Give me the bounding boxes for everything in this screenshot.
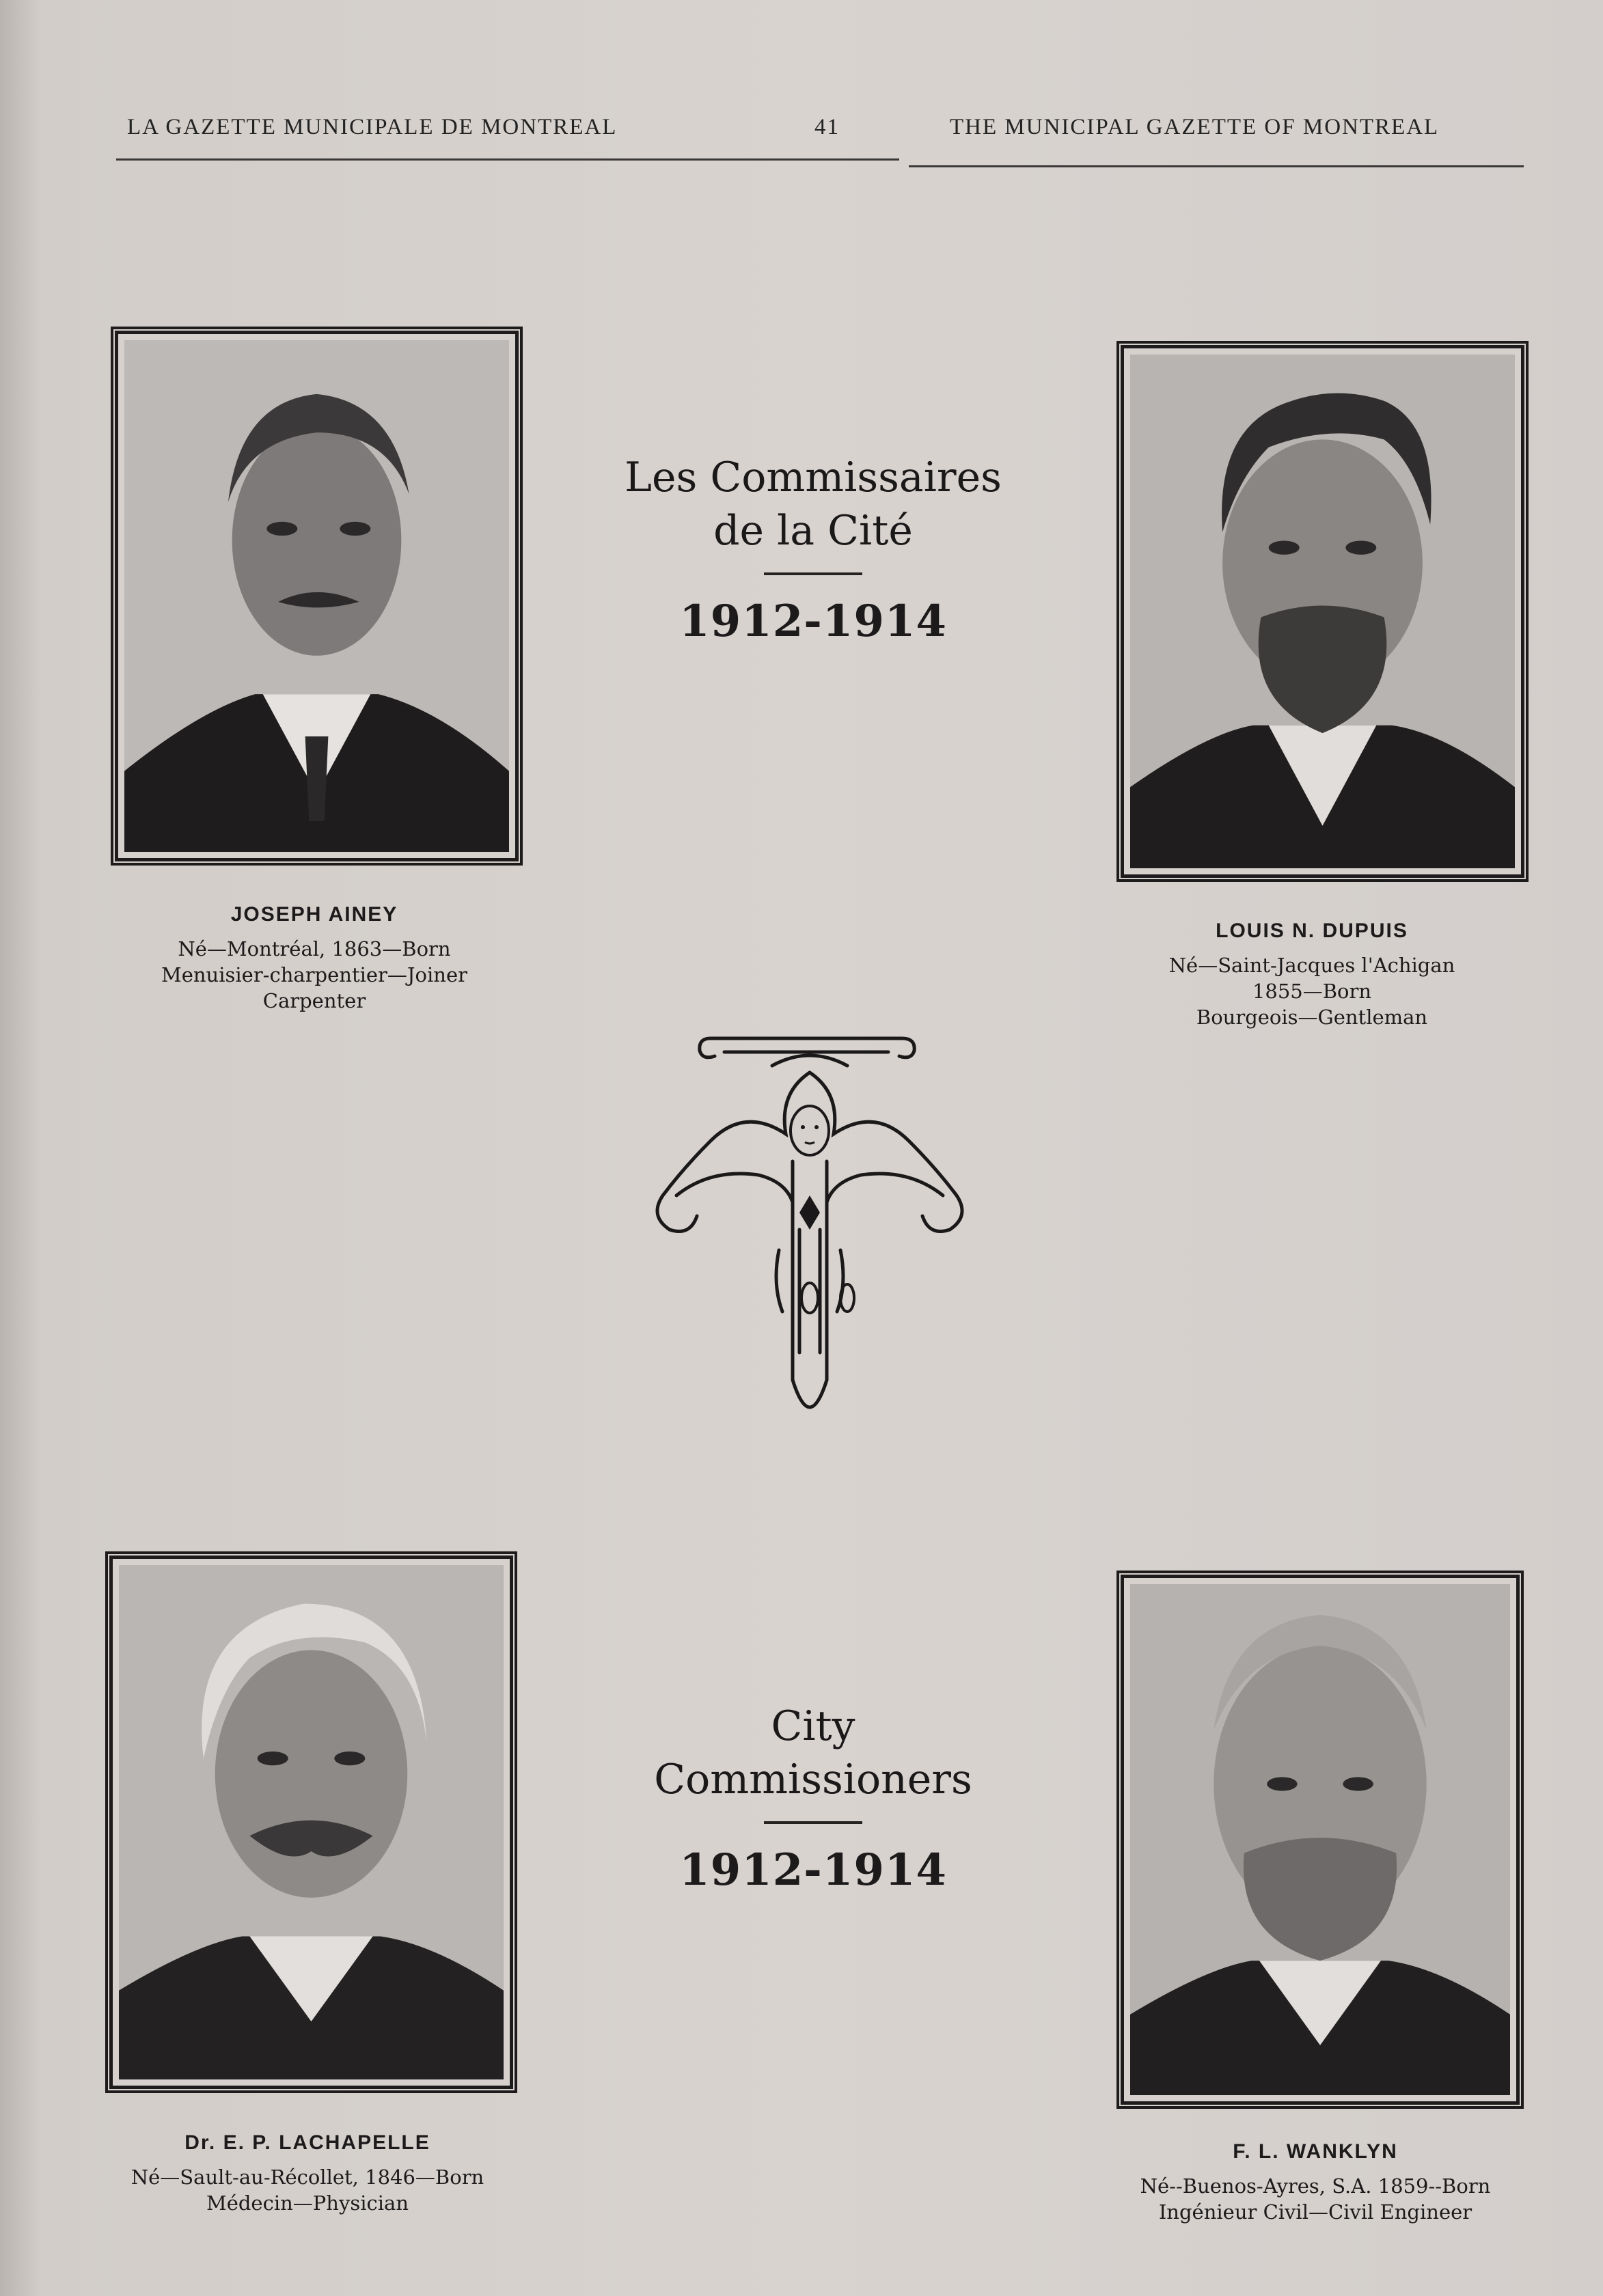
- birth-line: Né—Saint-Jacques l'Achigan: [1168, 954, 1455, 977]
- occupation-line: Menuisier-charpentier—Joiner: [161, 963, 467, 986]
- running-head-english: THE MUNICIPAL GAZETTE OF MONTREAL: [950, 115, 1440, 139]
- portrait-joseph-ainey: [115, 331, 519, 861]
- occupation-line: Médecin—Physician: [206, 2191, 409, 2215]
- title-years: 1912-1914: [679, 596, 947, 647]
- caption-joseph-ainey: [130, 903, 499, 1014]
- title-english: [574, 1700, 1052, 1896]
- occupation-line: Ingénieur Civil—Civil Engineer: [1158, 2200, 1472, 2224]
- title-line: Commissioners: [654, 1756, 972, 1803]
- running-head-french: LA GAZETTE MUNICIPALE DE MONTREAL: [127, 115, 618, 139]
- occupation-line: Carpenter: [262, 989, 366, 1012]
- caption-ep-lachapelle: [109, 2131, 506, 2216]
- birth-line: Né—Montréal, 1863—Born: [178, 937, 451, 960]
- portrait-ep-lachapelle: [109, 1555, 513, 2089]
- commissioner-name: F. L. WANKLYN: [1233, 2140, 1398, 2163]
- commissioner-name: JOSEPH AINEY: [230, 903, 398, 926]
- title-years: 1912-1914: [679, 1844, 947, 1896]
- commissioner-name: Dr. E. P. LACHAPELLE: [184, 2131, 430, 2154]
- title-divider: [764, 572, 862, 575]
- caption-fl-wanklyn: [1086, 2140, 1544, 2225]
- commissioner-name: LOUIS N. DUPUIS: [1216, 919, 1408, 942]
- page-number: 41: [814, 115, 840, 139]
- portrait-louis-dupuis: [1121, 345, 1524, 878]
- caption-louis-dupuis: [1114, 919, 1510, 1030]
- title-line: de la Cité: [713, 507, 913, 555]
- header-rule: [116, 158, 899, 161]
- title-divider: [764, 1821, 862, 1824]
- occupation-line: Bourgeois—Gentleman: [1196, 1006, 1428, 1029]
- header-rule: [909, 165, 1524, 167]
- title-line: City: [771, 1702, 855, 1750]
- title-line: Les Commissaires: [625, 454, 1002, 501]
- art-nouveau-ornament-icon: [635, 1025, 984, 1462]
- birth-line: Né—Sault-au-Récollet, 1846—Born: [131, 2166, 484, 2189]
- birth-line: Né--Buenos-Ayres, S.A. 1859--Born: [1140, 2174, 1491, 2198]
- portrait-fl-wanklyn: [1121, 1575, 1520, 2105]
- title-french: [574, 451, 1052, 647]
- birth-line: 1855—Born: [1252, 980, 1372, 1003]
